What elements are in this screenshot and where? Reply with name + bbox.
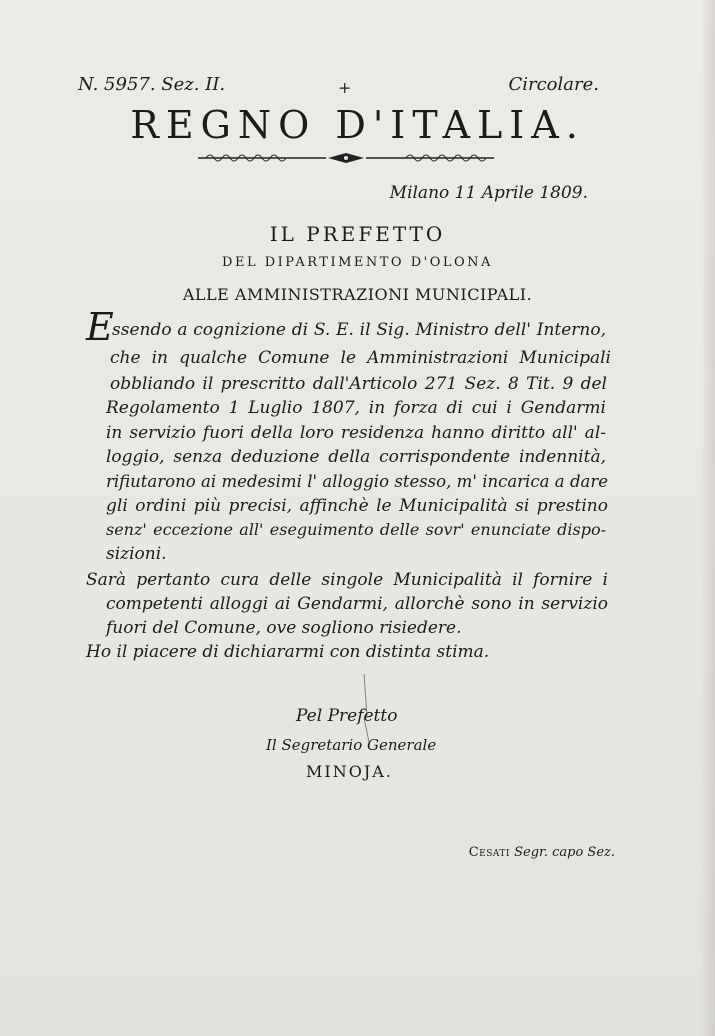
body-line: sizioni. bbox=[106, 544, 167, 564]
body-line: gli ordini più precisi, affinchè le Municipalità si prestino bbox=[106, 496, 608, 516]
clerk-signature bbox=[469, 845, 615, 860]
body-line: rifiutarono ai medesimi l' alloggio stesso, m' incarica a dare bbox=[106, 472, 608, 491]
addressee: ALLE AMMINISTRAZIONI MUNICIPALI. bbox=[182, 285, 533, 304]
drop-cap: E bbox=[86, 305, 114, 349]
ornamental-rule bbox=[196, 148, 496, 168]
body-line: Sarà pertanto cura delle singole Municipalità il fornire i bbox=[86, 570, 608, 590]
document-type: Circolare. bbox=[508, 74, 599, 95]
body-line: Ho il piacere di dichiararmi con distinta stima. bbox=[86, 642, 490, 662]
cross-mark: + bbox=[338, 78, 352, 97]
dateline: Milano 11 Aprile 1809. bbox=[389, 183, 588, 203]
body-line: ssendo a cognizione di S. E. il Sig. Ministro dell' Interno, bbox=[112, 320, 606, 340]
body-line: obbliando il prescritto dall'Articolo 271 Sez. 8 Tit. 9 del bbox=[110, 374, 607, 394]
body-line: Regolamento 1 Luglio 1807, in forza di cui i Gendarmi bbox=[106, 398, 606, 418]
body-line: loggio, senza deduzione della corrispondente indennità, bbox=[106, 447, 606, 467]
reference-number: N. 5957. Sez. II. bbox=[78, 74, 226, 95]
page-title: REGNO D'ITALIA. bbox=[130, 103, 585, 147]
body-line: fuori del Comune, ove sogliono risiedere. bbox=[106, 618, 462, 638]
signature-role: Il Segretario Generale bbox=[266, 736, 437, 754]
signature-for: Pel Prefetto bbox=[296, 706, 398, 726]
issuer-title: IL PREFETTO bbox=[269, 222, 446, 246]
signatory-name: MINOJA. bbox=[306, 762, 393, 781]
clerk-name: Cesati bbox=[468, 845, 510, 860]
body-line: in servizio fuori della loro residenza hanno diritto all' al- bbox=[106, 423, 606, 443]
body-line: senz' eccezione all' eseguimento delle sovr' enunciate dispo- bbox=[106, 520, 606, 539]
clerk-role: Segr. capo Sez. bbox=[514, 845, 615, 860]
body-line: competenti alloggi ai Gendarmi, allorchè sono in servizio bbox=[106, 594, 608, 614]
body-line: che in qualche Comune le Amministrazioni Municipali bbox=[110, 348, 611, 368]
issuer-department: DEL DIPARTIMENTO D'OLONA bbox=[222, 255, 493, 270]
